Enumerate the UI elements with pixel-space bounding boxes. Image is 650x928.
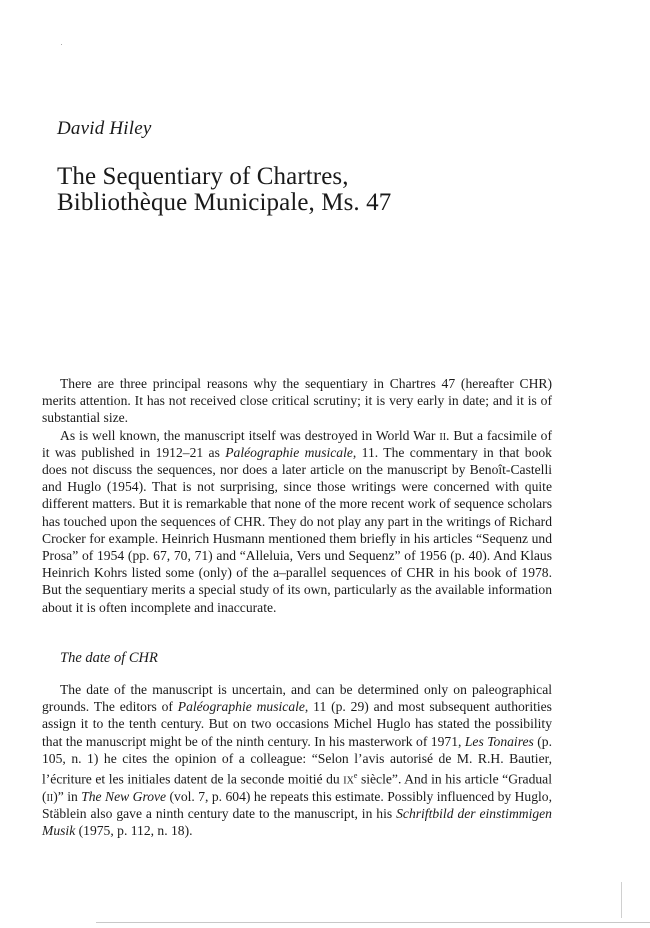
scan-speck <box>61 44 62 45</box>
paper-title <box>57 164 391 216</box>
page-bottom-edge <box>96 922 650 923</box>
title-line-1: The Sequentiary of Chartres, <box>57 163 349 190</box>
intro-text <box>42 375 552 616</box>
scan-edge-mark <box>621 882 622 918</box>
title-line-2: Bibliothèque Municipale, Ms. 47 <box>57 189 392 216</box>
intro-paragraph-2: As is well known, the manuscript itself was destroyed in World War ii. But a facsimile of it was published in 1912–21 as Paléographie musicale, 11. The commentary in that book does not discuss the sequences, nor does a later article on the manuscript by Benoît-Castelli and Huglo (1954). That is not surprising, since those writings were concerned with quite different matters. But it is remarkable that none of the more recent work of sequence scholars has touched upon the sequences of CHR. They do not play any part in the writings of Richard Crocker for example. Heinrich Husmann mentioned them briefly in his articles “Sequenz und Prosa” of 1954 (pp. 67, 70, 71) and “Alleluia, Vers und Sequenz” of 1956 (p. 40). And Klaus Heinrich Kohrs listed some (only) of the a–parallel sequences of CHR in his book of 1978. But the sequentiary merits a special study of its own, particularly as the available information about it is often incomplete and inaccurate. <box>42 427 552 615</box>
section-paragraph-1: The date of the manuscript is uncertain, and can be determined only on paleographical grounds. The editors of Paléographie musicale, 11 (p. 29) and most subsequent authorities assign it to the tenth century. But on two occasions Michel Huglo has stated the possibility that the manuscript might be of the ninth century. In his masterwork of 1971, Les Tonaires (p. 105, n. 1) he cites the opinion of a colleague: “Selon l’avis autorisé de M. R.H. Bautier, l’écriture et les initiales datent de la seconde moitié du $ix^e$ siècle”. And in his article “Gradual (ii)” in The New Grove (vol. 7, p. 604) he repeats this estimate. Possibly influenced by Huglo, Stäblein also gave a ninth century date to the manuscript, in his Schriftbild der einstimmigen Musik (1975, p. 112, n. 18). <box>42 682 552 839</box>
section-text <box>42 681 552 839</box>
section-heading: The date of CHR <box>60 650 158 666</box>
author-name: David Hiley <box>57 118 152 139</box>
intro-paragraph-1: There are three principal reasons why the sequentiary in Chartres 47 (hereafter CHR) merits attention. It has not received close critical scrutiny; it is very early in date; and it is of substantial size. <box>42 376 552 426</box>
